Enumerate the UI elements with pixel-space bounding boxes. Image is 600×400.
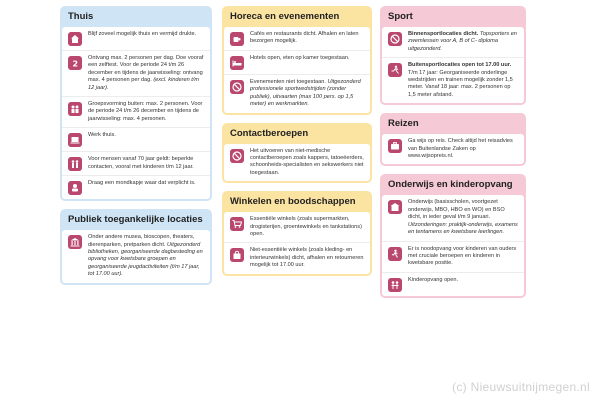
list-item: [224, 242, 370, 273]
work-home-icon: [68, 133, 82, 147]
no-events-icon: [230, 80, 244, 94]
item-text: [88, 55, 204, 92]
column-left: [60, 6, 212, 293]
list-item: [382, 57, 524, 103]
card-title-reizen: Reizen: [388, 118, 419, 130]
list-item: [224, 144, 370, 182]
cafe-icon: [230, 32, 244, 46]
children-icon: [388, 278, 402, 292]
list-item: [382, 272, 524, 296]
card-title-onderwijs: Onderwijs en kinderopvang: [388, 179, 513, 191]
suitcase-icon: [388, 139, 402, 153]
item-head: Buitensportlocaties open tot 17.00 uur.: [408, 62, 512, 69]
list-item: [224, 27, 370, 50]
card-title-contact: Contactberoepen: [230, 127, 309, 139]
elderly-icon: [68, 157, 82, 171]
card-title-winkelen: Winkelen en boodschappen: [230, 196, 356, 208]
list-item: [224, 74, 370, 113]
card-title-publiek: Publiek toegankelijke locaties: [68, 214, 203, 226]
item-text: Essentiële winkels (zoals supermarkten, drogisterijen, groentewinkels en tankstations) open.: [250, 216, 362, 238]
item-text: [408, 199, 518, 236]
item-text: Cafés en restaurants dicht. Afhalen en laten bezorgen mogelijk.: [250, 31, 359, 45]
card-body-contact: [224, 144, 370, 182]
indoor-sport-icon: [388, 32, 402, 46]
house-icon: [68, 32, 82, 46]
watermark: (c) Nieuwsuitnijmegen.nl: [452, 380, 590, 394]
item-note: (excl. kinderen t/m 12 jaar).: [88, 77, 200, 91]
card-winkelen: [222, 191, 372, 275]
item-main: T/m 17 jaar: Georganiseerde onderlinge wedstrijden en trainen mogelijk zonder 1,5 meter. Vanaf 18 jaar: max. 2 personen op 1,5 meter afstand.: [408, 69, 513, 98]
list-item: [224, 212, 370, 242]
school-icon: [388, 200, 402, 214]
card-body-horeca: [224, 27, 370, 113]
card-onderwijs: [380, 174, 526, 297]
list-item: [62, 230, 210, 282]
list-item: [62, 151, 210, 175]
item-main: Evenementen niet toegestaan.: [250, 79, 326, 85]
column-right: [380, 6, 526, 306]
no-contact-icon: [230, 149, 244, 163]
list-item: [224, 50, 370, 74]
column-middle: [222, 6, 372, 284]
item-text: [250, 79, 364, 109]
card-body-reizen: [382, 134, 524, 164]
list-item: [62, 50, 210, 96]
card-body-winkelen: [224, 212, 370, 273]
group-icon: [68, 102, 82, 116]
item-text: Kinderopvang open.: [408, 276, 459, 283]
list-item: [382, 27, 524, 57]
card-contact: [222, 123, 372, 184]
item-text: Hotels open, eten op kamer toegestaan.: [250, 55, 350, 61]
item-main: Ontvang max. 2 personen per dag. Doe vooraf een zelftest. Voor de periode 24 t/m 26 december en tijdens de jaarwisseling: ontvang max. 4 personen per dag.: [88, 55, 204, 84]
item-text: Er is noodopvang voor kinderen van ouders met cruciale beroepen en kinderen in kwetsbare positie.: [408, 245, 517, 267]
item-note: Uitgezonderd professionele sportwedstrijden (zonder publiek), uitvaarten (max 100 pers. op 1,5 meter) en werkmarkten.: [250, 79, 361, 108]
item-note: Uitzonderingen: praktijk-onderwijs, examens en tentamens en kwetsbare leerlingen.: [408, 221, 518, 236]
svg-text:2: 2: [72, 59, 79, 68]
hotel-bed-icon: [230, 56, 244, 70]
item-head: Binnensportlocaties dicht.: [408, 31, 479, 37]
shopping-bag-icon: [230, 248, 244, 262]
card-title-sport: Sport: [388, 11, 413, 22]
item-text: [408, 31, 518, 53]
item-main: Onderwijs (basisscholen, voortgezet onderwijs, MBO, HBO en WO) en BSO dicht, in ieder geval t/m 9 januari.: [408, 199, 505, 221]
item-text: Het uitvoeren van niet-medische contactberoepen zoals kappers, tatoeëerders, schoonheids-specialisten en sekswerkers niet toegestaan.: [250, 147, 364, 176]
item-text: Voor mensen vanaf 70 jaar geldt: beperkte contacten, vooral met kinderen t/m 12 jaar.: [88, 156, 194, 170]
item-text: Blijf zoveel mogelijk thuis en vermijd drukte.: [88, 31, 197, 37]
item-text: [408, 62, 518, 99]
list-item: [62, 27, 210, 50]
item-main: Onder andere musea, bioscopen, theaters, dierenparken, pretparken dicht.: [88, 234, 195, 248]
two-people-icon: [68, 56, 82, 70]
card-title-horeca: Horeca en evenementen: [230, 11, 340, 22]
item-text: Draag een mondkapje waar dat verplicht is.: [88, 180, 196, 187]
item-text: Groepsvorming buiten: max. 2 personen. Voor de periode 24 t/m 26 december en tijdens de jaarwisseling: max. 4 personen.: [88, 101, 203, 122]
item-note: Uitgezonderd bibliotheken, georganiseerde dagbesteding en opvang voor kwetsbare groepen en georganiseerde jeugdactiviteiten (t/m 17 jaar, tot 17.00 uur).: [88, 241, 203, 278]
face-mask-icon: [68, 181, 82, 195]
list-item: [382, 195, 524, 240]
list-item: [62, 127, 210, 151]
item-text: Werk thuis.: [88, 132, 116, 139]
item-text: Niet-essentiële winkels (zoals kleding- en interieurwinkels) dicht, afhalen en retourneren mogelijk tot 17.00 uur.: [250, 247, 364, 269]
card-publiek: [60, 209, 212, 284]
card-thuis: [60, 6, 212, 201]
list-item: [382, 241, 524, 272]
card-body-onderwijs: [382, 195, 524, 295]
card-reizen: [380, 113, 526, 166]
card-body-sport: [382, 27, 524, 103]
outdoor-sport-icon: [388, 63, 402, 77]
card-title-thuis: Thuis: [68, 11, 94, 22]
museum-icon: [68, 235, 82, 249]
item-text: Ga wijs op reis. Check altijd het reisadvies van Buitenlandse Zaken op www.wijsopreis.nl.: [408, 138, 513, 160]
list-item: [382, 134, 524, 164]
list-item: [62, 175, 210, 199]
item-note: Topsporters en zwemlessen voor A, B of C- diploma uitgezonderd.: [408, 31, 517, 52]
list-item: [62, 96, 210, 127]
running-child-icon: [388, 247, 402, 261]
card-horeca: [222, 6, 372, 115]
shopping-cart-icon: [230, 217, 244, 231]
card-sport: [380, 6, 526, 105]
card-body-publiek: [62, 230, 210, 282]
item-text: [88, 234, 204, 278]
card-body-thuis: [62, 27, 210, 199]
